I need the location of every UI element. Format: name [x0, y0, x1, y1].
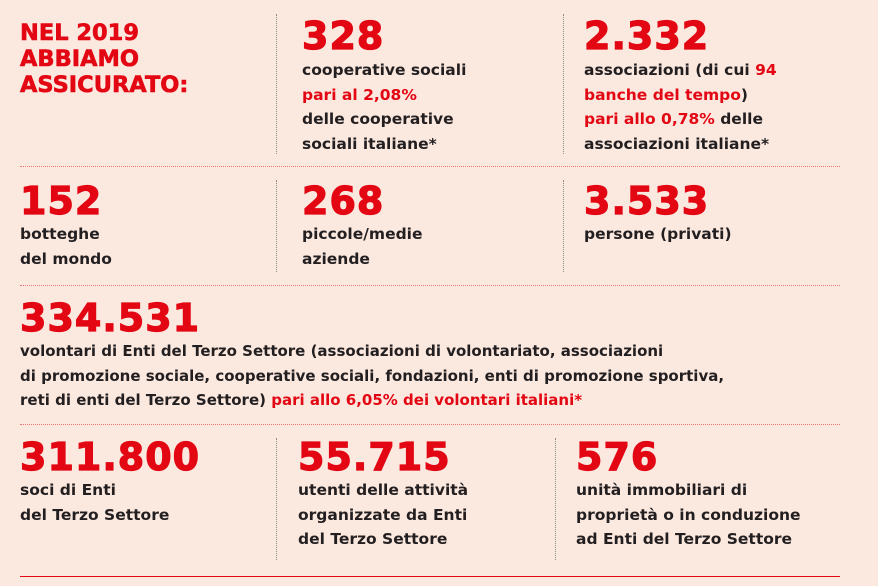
- stat-cooperative: [302, 16, 466, 156]
- stat-immobili: [576, 437, 801, 552]
- intro-line-1: NEL 2019: [20, 20, 139, 46]
- separator-vertical: [276, 438, 277, 560]
- stat-number: 2.332: [584, 14, 710, 58]
- stat-number: 152: [20, 179, 103, 223]
- stat-soci: [20, 437, 200, 527]
- stat-description: cooperative sociali pari al 2,08% delle cooperative sociali italiane*: [302, 61, 467, 153]
- stat-description: soci di Enti del Terzo Settore: [20, 481, 170, 524]
- separator-vertical: [276, 14, 277, 154]
- stat-number: 576: [576, 435, 659, 479]
- separator-vertical: [276, 180, 277, 272]
- stat-description: persone (privati): [584, 225, 732, 243]
- stat-volontari: [20, 298, 724, 413]
- stat-associazioni: [584, 16, 777, 156]
- separator-horizontal: [20, 285, 840, 286]
- bottom-rule: [20, 576, 840, 577]
- stat-description: volontari di Enti del Terzo Settore (associazioni di volontariato, associazioni di promozione sociale, cooperative sociali, fondazioni, enti di promozione sportiva, reti di enti del Terzo Settore) pari allo 6,05% dei volontari italiani*: [20, 342, 725, 409]
- separator-vertical: [563, 14, 564, 154]
- separator-horizontal: [20, 166, 840, 167]
- stat-description: utenti delle attività organizzate da Enti del Terzo Settore: [298, 481, 469, 548]
- intro-line-3: ASSICURATO:: [20, 72, 189, 98]
- separator-horizontal: [20, 424, 840, 425]
- stat-number: 3.533: [584, 179, 710, 223]
- stat-description: botteghe del mondo: [20, 225, 112, 268]
- stat-persone: [584, 181, 732, 247]
- stat-description: piccole/medie aziende: [302, 225, 423, 268]
- separator-vertical: [563, 180, 564, 272]
- stat-utenti: [298, 437, 468, 552]
- stat-botteghe: [20, 181, 112, 271]
- stat-number: 311.800: [20, 435, 201, 479]
- stat-number: 55.715: [298, 435, 451, 479]
- intro-heading: [20, 20, 188, 98]
- stat-description: unità immobiliari di proprietà o in conduzione ad Enti del Terzo Settore: [576, 481, 801, 548]
- stat-aziende: [302, 181, 423, 271]
- stat-number: 334.531: [20, 296, 201, 340]
- separator-vertical: [555, 438, 556, 560]
- stat-description: associazioni (di cui 94 banche del tempo) pari allo 0,78% delle associazioni italiane*: [584, 61, 777, 153]
- stat-number: 268: [302, 179, 385, 223]
- stat-number: 328: [302, 14, 385, 58]
- intro-line-2: ABBIAMO: [20, 46, 140, 72]
